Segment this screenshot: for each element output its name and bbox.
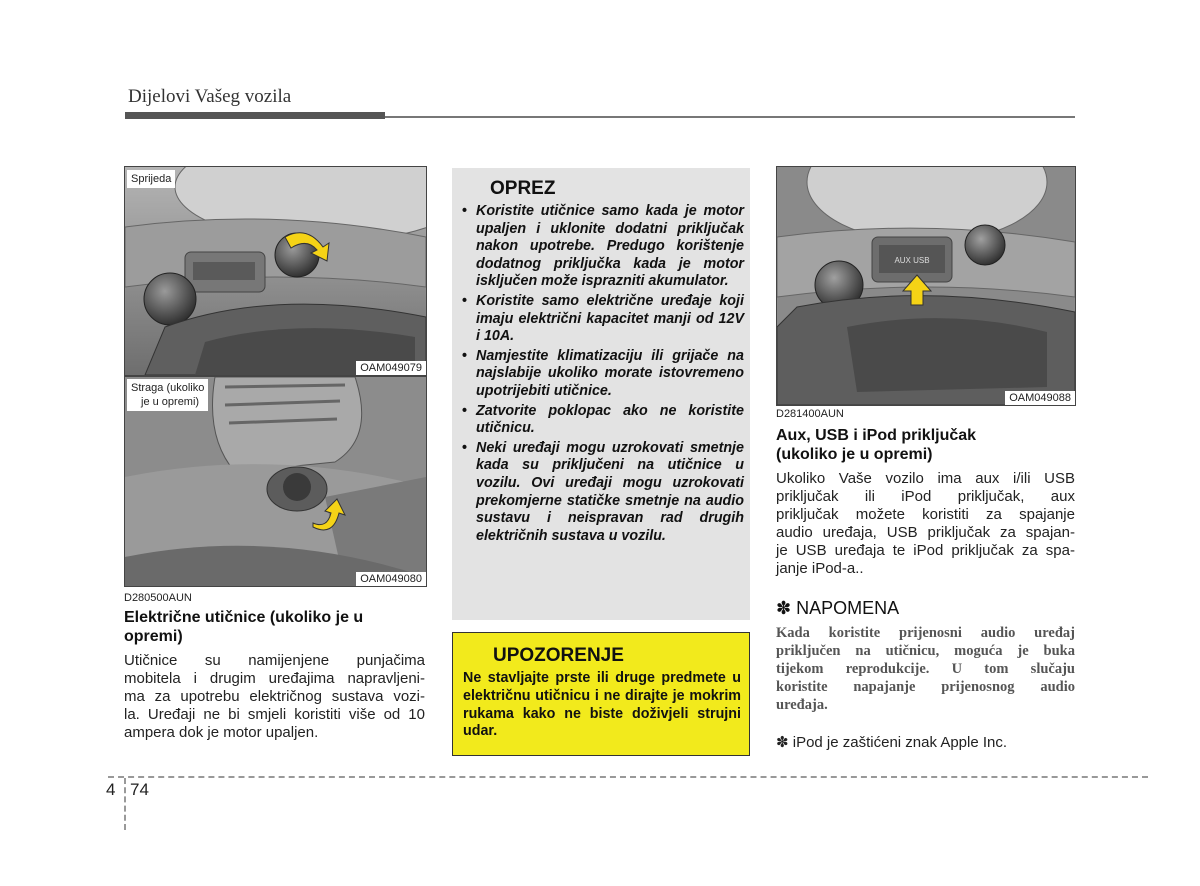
rear-outlet-photo: [124, 376, 427, 587]
caution-item: • Koristite samo električne uređaje koji imaju električni kapacitet manji od 12V i 10A.: [462, 293, 744, 346]
heading-outlets-line2: opremi): [124, 628, 183, 645]
note-line: Kada koristite prijenosni audio uređaj: [776, 625, 1075, 641]
body-aux: [776, 470, 1075, 578]
warning-text: Ne stavljajte prste ili druge predmete u električnu utičnicu i ne dirajte je mokrim rukama kako ne biste doživjeli strujni udar.: [463, 670, 741, 740]
body-line: je USB uređaja te iPod priključak za spa-: [776, 542, 1075, 559]
caution-list: [462, 203, 744, 547]
note-line: tijekom reprodukcije. U tom slučaju: [776, 661, 1075, 677]
note-line: uređaja.: [776, 697, 828, 713]
photo-label-front: Sprijeda: [127, 170, 175, 188]
body-line: ma za upotrebu električnog sustava vozi-: [124, 688, 425, 705]
photo-code-front: OAM049079: [356, 361, 426, 375]
caution-title: OPREZ: [490, 178, 556, 199]
chapter-number: 4: [106, 780, 116, 799]
heading-outlets: [124, 608, 424, 646]
footnote-ipod: ✽ iPod je zaštićeni znak Apple Inc.: [776, 734, 1008, 751]
note-text: [776, 624, 1075, 714]
body-line: audio uređaja, USB priključak za spajan-: [776, 524, 1075, 541]
photo-label-rear: [127, 379, 208, 411]
port-label: AUX USB: [894, 256, 930, 265]
heading-outlets-line1: Električne utičnice (ukoliko je u: [124, 609, 364, 626]
heading-aux-line2: (ukoliko je u opremi): [776, 446, 933, 463]
aux-usb-photo: [776, 166, 1076, 406]
note-line: priključen na utičnicu, moguća je buka: [776, 643, 1075, 659]
section-code-aux: D281400AUN: [776, 408, 844, 420]
heading-aux-line1: Aux, USB i iPod priključak: [776, 427, 977, 444]
caution-item: • Zatvorite poklopac ako ne koristite utičnicu.: [462, 403, 744, 438]
body-line: mobitela i drugim uređajima napravljeni-: [124, 670, 425, 687]
section-code-outlets: D280500AUN: [124, 592, 192, 604]
caution-item: • Koristite utičnice samo kada je motor upaljen i uklonite dodatni priključak nakon upotrebe. Predugo korištenje dodatnog priključka kada je motor isključen može isprazniti akumulator.: [462, 203, 744, 291]
body-line: priključak ili iPod priključak, aux: [776, 488, 1075, 505]
footer-divider-vertical: [124, 778, 126, 830]
body-line: priključak možete koristiti za spajanje: [776, 506, 1075, 523]
warning-box: [452, 632, 750, 756]
header-rule-thin: [385, 116, 1075, 118]
photo-code-aux: OAM049088: [1005, 391, 1075, 405]
photo-label-rear-line1: Straga (ukoliko: [131, 382, 205, 394]
note-line: koristite napajanje prijenosnog audio: [776, 679, 1075, 695]
body-line: ampera dok je motor upaljen.: [124, 724, 319, 741]
page-number: 74: [130, 780, 149, 799]
footer-divider: [108, 776, 1148, 778]
caution-box: [452, 168, 750, 620]
front-outlet-photo: [124, 166, 427, 376]
body-outlets: [124, 652, 425, 742]
header-rule-thick: [125, 112, 385, 119]
heading-aux: [776, 426, 1076, 464]
note-title: ✽ NAPOMENA: [776, 598, 900, 618]
body-line: la. Uređaji ne bi smjeli koristiti više od 10: [124, 706, 425, 723]
warning-title: UPOZORENJE: [493, 645, 624, 666]
body-line: janje iPod-a..: [776, 560, 864, 577]
page-header-title: Dijelovi Vašeg vozila: [128, 86, 292, 107]
photo-label-rear-line2: je u opremi): [141, 396, 200, 408]
photo-code-rear: OAM049080: [356, 572, 426, 586]
caution-item: • Neki uređaji mogu uzrokovati smetnje kada su priključeni na utičnice u vozilu. Ovi uređaji mogu uzrokovati prekomjerne statičke smetnje na audio sustavu i neispravan rad drugih električnih sustava u vozilu.: [462, 440, 744, 546]
body-line: Utičnice su namijenjene punjačima: [124, 652, 425, 669]
caution-item: • Namjestite klimatizaciju ili grijače na najslabije ukoliko morate istovremeno upotrijebiti utičnice.: [462, 348, 744, 401]
body-line: Ukoliko Vaše vozilo ima aux i/ili USB: [776, 470, 1075, 487]
